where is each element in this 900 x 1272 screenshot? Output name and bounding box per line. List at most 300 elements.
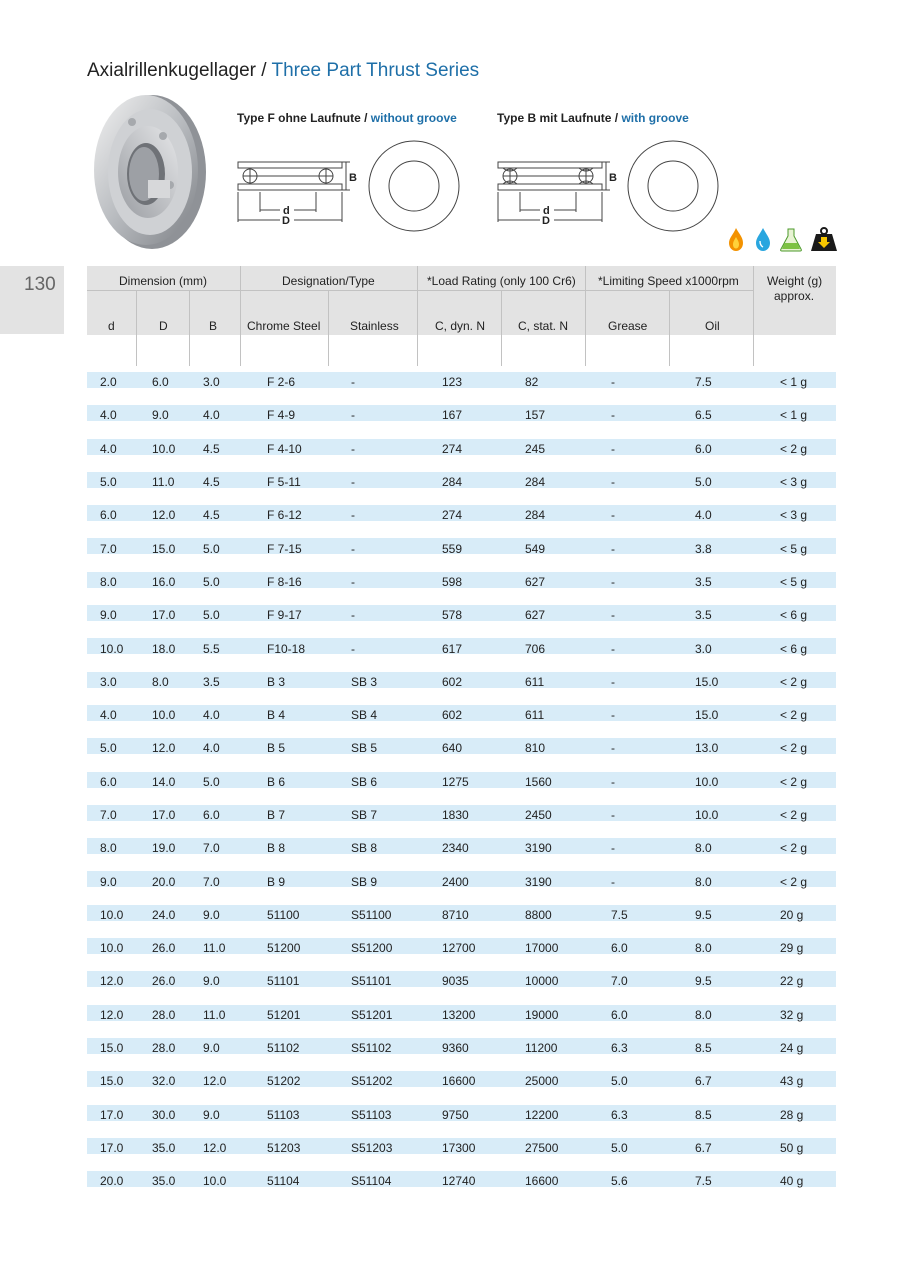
cell-c-stat: 284: [501, 499, 585, 532]
cell-b: 5.0: [189, 599, 240, 632]
cell-d: 17.0: [87, 1099, 136, 1132]
cell-c-dyn: 274: [417, 499, 501, 532]
cell-b: 9.0: [189, 899, 240, 932]
cell-b: 7.0: [189, 865, 240, 898]
cell-b: 5.0: [189, 766, 240, 799]
cell-b: 12.0: [189, 1132, 240, 1165]
table-row: [87, 366, 836, 399]
cell-weight: < 3 g: [753, 499, 836, 532]
cell-stainless: S51101: [328, 965, 417, 998]
type-f-ring-view: [364, 140, 466, 232]
table-row: [87, 865, 836, 898]
cell-d: 6.0: [87, 499, 136, 532]
cell-grease: 5.0: [585, 1065, 669, 1098]
cell-outer-d: 10.0: [136, 433, 189, 466]
cell-grease: -: [585, 466, 669, 499]
cell-outer-d: 16.0: [136, 566, 189, 599]
type-f-label: Type F ohne Laufnute / without groove: [237, 111, 457, 125]
type-b-label: Type B mit Laufnute / with groove: [497, 111, 689, 125]
cell-stainless: -: [328, 399, 417, 432]
cell-d: 15.0: [87, 1065, 136, 1098]
cell-weight: < 2 g: [753, 433, 836, 466]
cell-grease: -: [585, 566, 669, 599]
cell-c-dyn: 602: [417, 666, 501, 699]
cell-weight: < 6 g: [753, 632, 836, 665]
cell-chrome-steel: F 7-15: [240, 532, 328, 565]
header-col-oil: Oil: [705, 319, 720, 333]
cell-chrome-steel: 51103: [240, 1099, 328, 1132]
cell-weight: 43 g: [753, 1065, 836, 1098]
cell-b: 6.0: [189, 799, 240, 832]
cell-outer-d: 35.0: [136, 1132, 189, 1165]
cell-chrome-steel: F 9-17: [240, 599, 328, 632]
cell-c-stat: 25000: [501, 1065, 585, 1098]
cell-c-stat: 27500: [501, 1132, 585, 1165]
cell-grease: -: [585, 399, 669, 432]
cell-c-stat: 627: [501, 566, 585, 599]
cell-d: 7.0: [87, 532, 136, 565]
cell-stainless: S51200: [328, 932, 417, 965]
bearing-photo: [88, 92, 208, 250]
cell-c-stat: 245: [501, 433, 585, 466]
cell-outer-d: 12.0: [136, 732, 189, 765]
cell-c-stat: 1560: [501, 766, 585, 799]
dim-outer-label: D: [542, 215, 550, 227]
cell-c-dyn: 12740: [417, 1165, 501, 1198]
cell-oil: 10.0: [669, 766, 753, 799]
cell-grease: -: [585, 732, 669, 765]
cell-oil: 15.0: [669, 666, 753, 699]
cell-chrome-steel: B 3: [240, 666, 328, 699]
cell-c-dyn: 8710: [417, 899, 501, 932]
header-limiting-speed: *Limiting Speed x1000rpm: [598, 274, 739, 288]
weight-icon: [811, 228, 837, 251]
type-b-ring-view: [623, 140, 725, 232]
cell-oil: 9.5: [669, 899, 753, 932]
cell-grease: -: [585, 832, 669, 865]
cell-c-stat: 611: [501, 699, 585, 732]
table-row: [87, 532, 836, 565]
table-row: [87, 499, 836, 532]
cell-c-stat: 549: [501, 532, 585, 565]
cell-c-dyn: 2400: [417, 865, 501, 898]
cell-oil: 9.5: [669, 965, 753, 998]
cell-b: 4.0: [189, 699, 240, 732]
cell-weight: 24 g: [753, 1032, 836, 1065]
cell-d: 3.0: [87, 666, 136, 699]
cell-c-dyn: 12700: [417, 932, 501, 965]
cell-oil: 13.0: [669, 732, 753, 765]
cell-c-dyn: 559: [417, 532, 501, 565]
cell-d: 7.0: [87, 799, 136, 832]
cell-grease: -: [585, 766, 669, 799]
table-row: [87, 965, 836, 998]
cell-d: 10.0: [87, 932, 136, 965]
cell-stainless: S51104: [328, 1165, 417, 1198]
cell-chrome-steel: F 2-6: [240, 366, 328, 399]
cell-d: 4.0: [87, 433, 136, 466]
cell-c-stat: 19000: [501, 999, 585, 1032]
cell-outer-d: 20.0: [136, 865, 189, 898]
cell-outer-d: 35.0: [136, 1165, 189, 1198]
header-load-rating: *Load Rating (only 100 Cr6): [427, 274, 576, 288]
cell-oil: 7.5: [669, 1165, 753, 1198]
header-dimension: Dimension (mm): [119, 274, 208, 288]
table-row: [87, 1032, 836, 1065]
cell-weight: < 3 g: [753, 466, 836, 499]
cell-outer-d: 14.0: [136, 766, 189, 799]
cell-grease: -: [585, 699, 669, 732]
table-row: [87, 599, 836, 632]
cell-chrome-steel: 51202: [240, 1065, 328, 1098]
cell-c-stat: 157: [501, 399, 585, 432]
cell-b: 5.5: [189, 632, 240, 665]
cell-b: 11.0: [189, 999, 240, 1032]
header-weight-approx: approx.: [774, 289, 815, 303]
header-divider: [87, 290, 753, 291]
cell-b: 9.0: [189, 1032, 240, 1065]
cell-d: 4.0: [87, 399, 136, 432]
cell-c-stat: 3190: [501, 832, 585, 865]
cell-oil: 7.5: [669, 366, 753, 399]
cell-outer-d: 10.0: [136, 699, 189, 732]
cell-weight: < 5 g: [753, 532, 836, 565]
cell-chrome-steel: F 5-11: [240, 466, 328, 499]
cell-stainless: SB 3: [328, 666, 417, 699]
cell-outer-d: 12.0: [136, 499, 189, 532]
cell-c-stat: 706: [501, 632, 585, 665]
cell-weight: < 2 g: [753, 799, 836, 832]
cell-chrome-steel: 51201: [240, 999, 328, 1032]
cell-c-stat: 611: [501, 666, 585, 699]
cell-stainless: SB 9: [328, 865, 417, 898]
cell-d: 9.0: [87, 599, 136, 632]
cell-c-stat: 10000: [501, 965, 585, 998]
cell-c-dyn: 123: [417, 366, 501, 399]
cell-oil: 6.7: [669, 1065, 753, 1098]
cell-oil: 10.0: [669, 799, 753, 832]
cell-c-stat: 12200: [501, 1099, 585, 1132]
cell-weight: 40 g: [753, 1165, 836, 1198]
cell-c-dyn: 2340: [417, 832, 501, 865]
cell-weight: 32 g: [753, 999, 836, 1032]
dim-outer-label: D: [282, 215, 290, 227]
table-row: [87, 1132, 836, 1165]
cell-d: 12.0: [87, 965, 136, 998]
cell-c-dyn: 9035: [417, 965, 501, 998]
cell-b: 9.0: [189, 1099, 240, 1132]
cell-b: 4.5: [189, 499, 240, 532]
cell-chrome-steel: 51102: [240, 1032, 328, 1065]
cell-stainless: -: [328, 366, 417, 399]
cell-c-dyn: 9360: [417, 1032, 501, 1065]
cell-oil: 8.5: [669, 1032, 753, 1065]
cell-c-dyn: 9750: [417, 1099, 501, 1132]
header-col-outer-d: D: [159, 319, 168, 333]
cell-d: 5.0: [87, 466, 136, 499]
cell-c-dyn: 640: [417, 732, 501, 765]
cell-b: 11.0: [189, 932, 240, 965]
cell-grease: -: [585, 632, 669, 665]
header-col-cstat: C, stat. N: [518, 319, 569, 333]
cell-d: 10.0: [87, 899, 136, 932]
cell-grease: 7.0: [585, 965, 669, 998]
cell-c-dyn: 1275: [417, 766, 501, 799]
cell-b: 4.5: [189, 466, 240, 499]
table-row: [87, 766, 836, 799]
type-b-section-diagram: [494, 140, 618, 230]
cell-stainless: -: [328, 566, 417, 599]
cell-c-dyn: 167: [417, 399, 501, 432]
cell-c-stat: 82: [501, 366, 585, 399]
cell-oil: 3.0: [669, 632, 753, 665]
cell-b: 10.0: [189, 1165, 240, 1198]
cell-chrome-steel: 51100: [240, 899, 328, 932]
cell-b: 4.5: [189, 433, 240, 466]
cell-b: 12.0: [189, 1065, 240, 1098]
cell-oil: 3.8: [669, 532, 753, 565]
cell-weight: < 2 g: [753, 699, 836, 732]
cell-outer-d: 18.0: [136, 632, 189, 665]
cell-weight: 20 g: [753, 899, 836, 932]
cell-stainless: SB 8: [328, 832, 417, 865]
cell-stainless: -: [328, 466, 417, 499]
table-row: [87, 1165, 836, 1198]
cell-stainless: S51102: [328, 1032, 417, 1065]
header-designation: Designation/Type: [282, 274, 375, 288]
cell-chrome-steel: F10-18: [240, 632, 328, 665]
bearing-data-table: [87, 366, 836, 1198]
cell-c-dyn: 284: [417, 466, 501, 499]
cell-stainless: SB 5: [328, 732, 417, 765]
cell-oil: 15.0: [669, 699, 753, 732]
cell-stainless: -: [328, 433, 417, 466]
dim-b-label: B: [349, 172, 357, 184]
cell-chrome-steel: 51200: [240, 932, 328, 965]
cell-d: 17.0: [87, 1132, 136, 1165]
cell-d: 8.0: [87, 566, 136, 599]
dim-b-label: B: [609, 172, 617, 184]
cell-chrome-steel: B 6: [240, 766, 328, 799]
cell-chrome-steel: B 4: [240, 699, 328, 732]
cell-stainless: -: [328, 499, 417, 532]
table-row: [87, 932, 836, 965]
cell-chrome-steel: F 4-9: [240, 399, 328, 432]
cell-chrome-steel: F 8-16: [240, 566, 328, 599]
table-row: [87, 999, 836, 1032]
cell-c-dyn: 617: [417, 632, 501, 665]
cell-oil: 3.5: [669, 566, 753, 599]
header-col-stainless: Stainless: [350, 319, 399, 333]
dim-d-label: d: [283, 205, 290, 217]
cell-weight: 28 g: [753, 1099, 836, 1132]
cell-oil: 5.0: [669, 466, 753, 499]
cell-grease: -: [585, 799, 669, 832]
cell-oil: 8.0: [669, 999, 753, 1032]
cell-b: 5.0: [189, 566, 240, 599]
cell-grease: 7.5: [585, 899, 669, 932]
cell-b: 3.5: [189, 666, 240, 699]
cell-outer-d: 19.0: [136, 832, 189, 865]
cell-chrome-steel: B 9: [240, 865, 328, 898]
cell-weight: 22 g: [753, 965, 836, 998]
cell-stainless: S51203: [328, 1132, 417, 1165]
cell-weight: < 1 g: [753, 399, 836, 432]
cell-grease: 6.3: [585, 1032, 669, 1065]
cell-oil: 6.7: [669, 1132, 753, 1165]
cell-b: 7.0: [189, 832, 240, 865]
cell-chrome-steel: 51203: [240, 1132, 328, 1165]
cell-stainless: -: [328, 532, 417, 565]
cell-stainless: S51202: [328, 1065, 417, 1098]
cell-weight: < 2 g: [753, 865, 836, 898]
cell-oil: 6.5: [669, 399, 753, 432]
cell-outer-d: 9.0: [136, 399, 189, 432]
table-row: [87, 632, 836, 665]
cell-c-stat: 11200: [501, 1032, 585, 1065]
cell-c-dyn: 16600: [417, 1065, 501, 1098]
cell-outer-d: 17.0: [136, 599, 189, 632]
cell-c-stat: 16600: [501, 1165, 585, 1198]
cell-oil: 4.0: [669, 499, 753, 532]
cell-grease: -: [585, 433, 669, 466]
cell-weight: < 2 g: [753, 832, 836, 865]
cell-d: 10.0: [87, 632, 136, 665]
cell-d: 15.0: [87, 1032, 136, 1065]
cell-c-dyn: 13200: [417, 999, 501, 1032]
cell-b: 4.0: [189, 732, 240, 765]
cell-stainless: -: [328, 599, 417, 632]
cell-chrome-steel: 51101: [240, 965, 328, 998]
cell-stainless: S51201: [328, 999, 417, 1032]
cell-d: 12.0: [87, 999, 136, 1032]
cell-c-stat: 3190: [501, 865, 585, 898]
cell-chrome-steel: F 4-10: [240, 433, 328, 466]
cell-d: 5.0: [87, 732, 136, 765]
cell-weight: < 5 g: [753, 566, 836, 599]
cell-c-dyn: 1830: [417, 799, 501, 832]
page-number: 130: [24, 274, 56, 295]
table-row: [87, 832, 836, 865]
cell-grease: -: [585, 532, 669, 565]
cell-d: 9.0: [87, 865, 136, 898]
cell-d: 4.0: [87, 699, 136, 732]
cell-oil: 8.0: [669, 932, 753, 965]
table-row: [87, 433, 836, 466]
cell-grease: 6.0: [585, 999, 669, 1032]
cell-b: 4.0: [189, 399, 240, 432]
table-row: [87, 566, 836, 599]
cell-grease: -: [585, 666, 669, 699]
cell-grease: 6.0: [585, 932, 669, 965]
page-title: [87, 60, 479, 82]
cell-grease: 5.0: [585, 1132, 669, 1165]
cell-b: 9.0: [189, 965, 240, 998]
chemical-flask-icon: [781, 229, 802, 251]
cell-outer-d: 6.0: [136, 366, 189, 399]
header-weight: Weight (g): [767, 274, 823, 288]
cell-outer-d: 17.0: [136, 799, 189, 832]
cell-outer-d: 26.0: [136, 932, 189, 965]
cell-outer-d: 15.0: [136, 532, 189, 565]
cell-stainless: -: [328, 632, 417, 665]
cell-c-dyn: 17300: [417, 1132, 501, 1165]
water-drop-icon: [756, 228, 770, 251]
type-f-section-diagram: [234, 140, 358, 230]
cell-stainless: SB 6: [328, 766, 417, 799]
cell-grease: -: [585, 366, 669, 399]
cell-weight: < 2 g: [753, 766, 836, 799]
title-en: Three Part Thrust Series: [271, 60, 480, 81]
cell-weight: < 2 g: [753, 666, 836, 699]
fire-icon: [729, 228, 743, 251]
cell-grease: -: [585, 865, 669, 898]
cell-outer-d: 30.0: [136, 1099, 189, 1132]
page-number-tab: [0, 266, 64, 334]
cell-c-stat: 8800: [501, 899, 585, 932]
cell-c-stat: 17000: [501, 932, 585, 965]
cell-b: 5.0: [189, 532, 240, 565]
cell-grease: 5.6: [585, 1165, 669, 1198]
cell-chrome-steel: B 5: [240, 732, 328, 765]
cell-oil: 8.5: [669, 1099, 753, 1132]
table-row: [87, 732, 836, 765]
cell-c-dyn: 274: [417, 433, 501, 466]
cell-outer-d: 24.0: [136, 899, 189, 932]
cell-outer-d: 32.0: [136, 1065, 189, 1098]
cell-outer-d: 28.0: [136, 999, 189, 1032]
cell-c-stat: 627: [501, 599, 585, 632]
cell-d: 2.0: [87, 366, 136, 399]
table-row: [87, 1065, 836, 1098]
table-row: [87, 699, 836, 732]
dim-d-label: d: [543, 205, 550, 217]
cell-oil: 6.0: [669, 433, 753, 466]
cell-c-stat: 284: [501, 466, 585, 499]
cell-outer-d: 26.0: [136, 965, 189, 998]
cell-c-dyn: 598: [417, 566, 501, 599]
cell-grease: -: [585, 599, 669, 632]
header-col-chrome: Chrome Steel: [247, 319, 321, 333]
table-row: [87, 666, 836, 699]
cell-c-stat: 810: [501, 732, 585, 765]
property-icons: [724, 226, 839, 252]
cell-c-dyn: 578: [417, 599, 501, 632]
table-row: [87, 799, 836, 832]
cell-weight: 50 g: [753, 1132, 836, 1165]
table-row: [87, 466, 836, 499]
cell-oil: 8.0: [669, 865, 753, 898]
cell-chrome-steel: 51104: [240, 1165, 328, 1198]
cell-c-dyn: 602: [417, 699, 501, 732]
cell-outer-d: 28.0: [136, 1032, 189, 1065]
table-row: [87, 899, 836, 932]
cell-d: 6.0: [87, 766, 136, 799]
cell-weight: < 2 g: [753, 732, 836, 765]
cell-oil: 3.5: [669, 599, 753, 632]
header-col-b: B: [209, 319, 218, 333]
cell-weight: 29 g: [753, 932, 836, 965]
cell-chrome-steel: F 6-12: [240, 499, 328, 532]
cell-stainless: SB 7: [328, 799, 417, 832]
cell-c-stat: 2450: [501, 799, 585, 832]
cell-chrome-steel: B 7: [240, 799, 328, 832]
cell-weight: < 1 g: [753, 366, 836, 399]
cell-stainless: S51100: [328, 899, 417, 932]
cell-d: 8.0: [87, 832, 136, 865]
title-de: Axialrillenkugellager: [87, 60, 256, 81]
cell-stainless: S51103: [328, 1099, 417, 1132]
